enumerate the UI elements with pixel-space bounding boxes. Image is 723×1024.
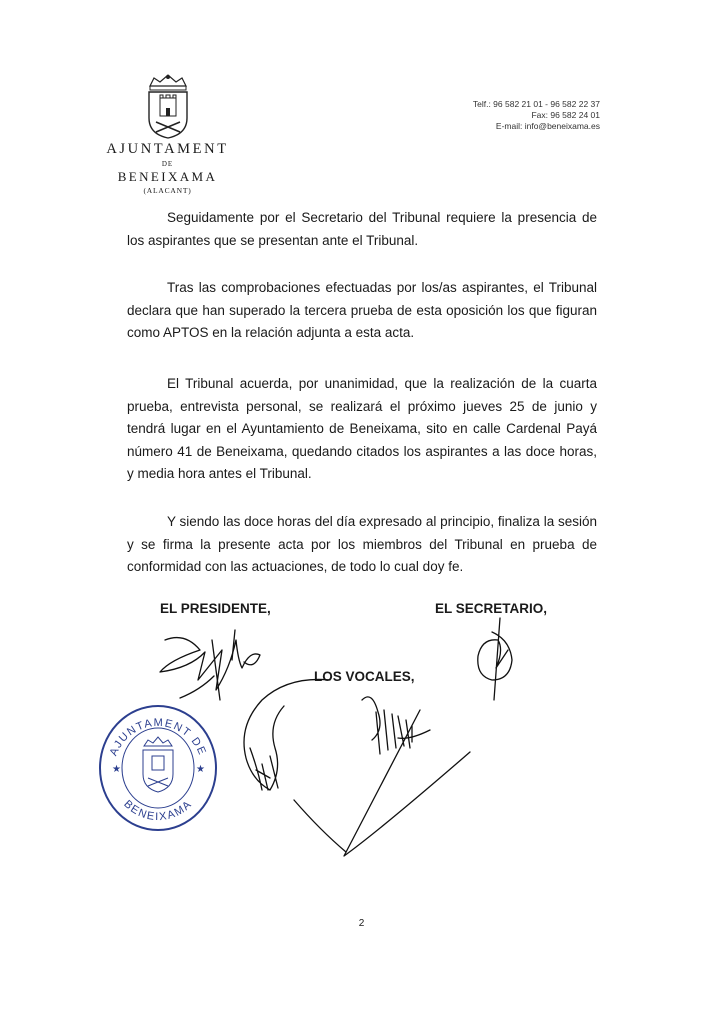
paragraph-3: El Tribunal acuerda, por unanimidad, que la realización de la cuarta prueba, entrevista personal, se realizará el próximo jueves 25 de junio y tendrá lugar en el Ayuntamiento de Beneixama, sito en calle Cardenal Payá número 41 de Beneixama, quedando citados los aspirantes a las doce horas, y media hora antes el Tribunal.: [127, 376, 597, 482]
secretary-signature: [478, 618, 512, 700]
vocal-signature-2: [362, 697, 412, 754]
secretary-label: EL SECRETARIO,: [435, 601, 548, 616]
contact-email: E-mail: info@beneixama.es: [495, 121, 600, 131]
contact-phone: Telf.: 96 582 21 01 - 96 582 22 37: [472, 99, 600, 109]
organization-connector: DE: [161, 160, 174, 168]
seal-top-text: AJUNTAMENT DE: [107, 716, 209, 758]
svg-text:★: ★: [112, 764, 121, 775]
svg-text:BENEIXAMA: [121, 798, 194, 823]
municipal-crest-icon: [140, 72, 196, 140]
organization-name: AJUNTAMENT: [106, 141, 229, 157]
vocal-signature-1: [244, 679, 346, 852]
contact-block: [473, 99, 600, 132]
president-signature: [160, 638, 260, 698]
paragraph-2: Tras las comprobaciones efectuadas por los/as aspirantes, el Tribunal declara que han superado la tercera prueba de esta oposición los que figuran como APTOS en la relación adjunta a esta acta.: [127, 280, 597, 341]
svg-text:★: ★: [196, 764, 205, 775]
organization-town: BENEIXAMA: [117, 169, 218, 184]
paragraph-4: Y siendo las doce horas del día expresado al principio, finaliza la sesión y se firma la presente acta por los miembros del Tribunal en prueba de conformidad con las actuaciones, de todo lo cual doy fe.: [127, 514, 597, 575]
official-seal: [98, 702, 218, 832]
page-number: 2: [358, 918, 365, 929]
contact-fax: Fax: 96 582 24 01: [531, 110, 600, 120]
president-label: EL PRESIDENTE,: [160, 601, 271, 616]
organization-province: (ALACANT): [143, 186, 192, 195]
paragraph-1: Seguidamente por el Secretario del Tribunal requiere la presencia de los aspirantes que se presentan ante el Tribunal.: [127, 210, 597, 248]
vocales-label: LOS VOCALES,: [314, 669, 415, 684]
seal-bottom-text: BENEIXAMA: [121, 798, 195, 824]
